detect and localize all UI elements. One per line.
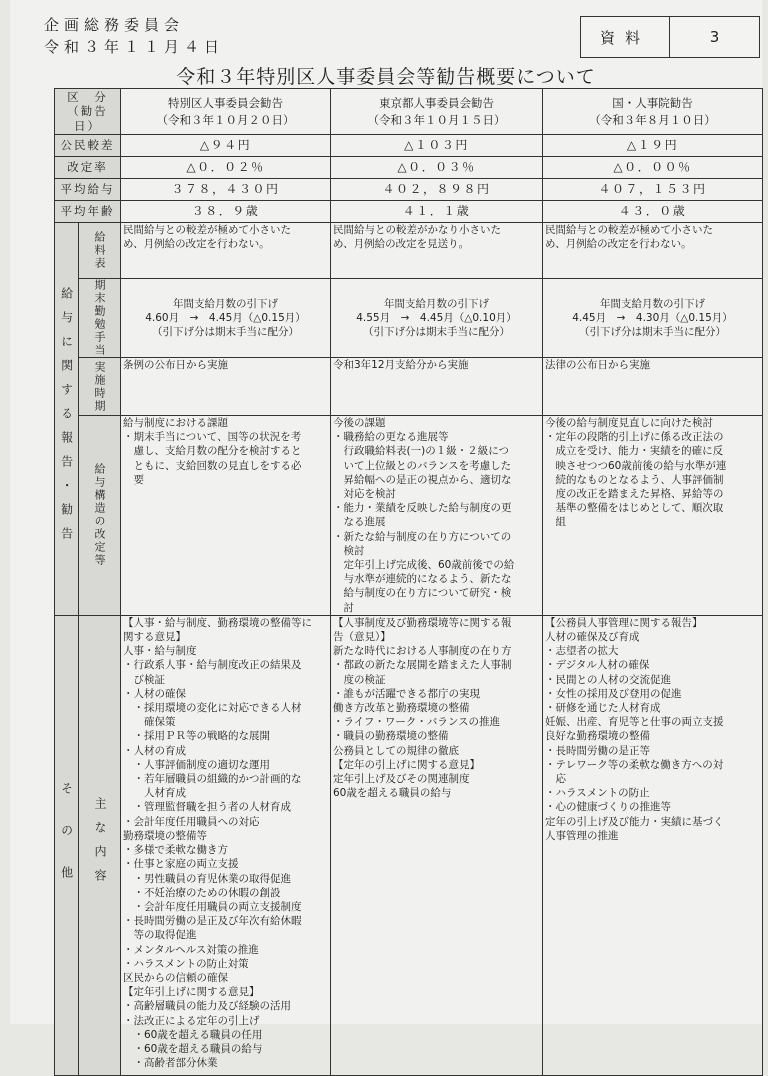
text-line: ・ハラスメントの防止 (545, 787, 650, 800)
column-name: 国・人事院勧告 (612, 95, 693, 110)
text-line: 度の改正を踏まえた昇格、昇給等の (545, 488, 724, 501)
section-label: 区 分 (67, 90, 108, 105)
document-label: 資料 (581, 17, 670, 57)
cell-text (333, 616, 540, 801)
text-line: 映させつつ60歳前後の給与水準が連 (545, 459, 727, 472)
text-line: ・高齢層職員の能力及び経験の活用 (123, 1000, 291, 1013)
section-label-other (55, 615, 79, 1075)
table-header-row (55, 89, 763, 135)
text-line: 与水準が連続的になるよう、新たな (333, 573, 512, 586)
table-cell: ４０７，１５３円 (543, 179, 763, 201)
table-cell: ４０２，８９８円 (331, 179, 543, 201)
text-line: 勤務環境の整備等 (123, 829, 207, 842)
text-line: 検討 (333, 544, 365, 557)
text-line: （引下げ分は期末手当に配分） (363, 326, 510, 339)
table-cell (331, 223, 543, 279)
column-date: （令和３年１０月２０日） (156, 112, 295, 127)
text-line: ・期末手当について、国等の状況を考 (123, 431, 302, 444)
section-label-pay (55, 223, 79, 616)
document-number: 3 (709, 28, 720, 46)
table-row (55, 615, 763, 1075)
column-header (543, 89, 763, 135)
cell-text (123, 416, 328, 487)
text-line: び検証 (123, 673, 165, 686)
text-line: 良好な勤務環境の整備 (545, 730, 650, 743)
text-line: ・会計年度任用職員の両立支援制度 (123, 900, 302, 913)
row-label-text: 給与構造の改定等 (93, 463, 106, 568)
table-row (55, 201, 763, 223)
table-cell (543, 223, 763, 279)
table-cell: △１９円 (543, 135, 763, 157)
text-line: 条例の公布日から実施 (123, 359, 228, 371)
table-cell (121, 358, 331, 416)
text-line: ・行政系人事・給与制度改正の結果及 (123, 659, 302, 672)
table-cell (331, 615, 543, 1075)
table-row (55, 279, 763, 358)
table-row (55, 157, 763, 179)
table-row (55, 179, 763, 201)
text-line: ・心の健康づくりの推進等 (545, 801, 671, 814)
text-line: 民間給与との較差が極めて小さいた (123, 224, 291, 236)
cell-text (545, 297, 760, 340)
row-label: 改定率 (55, 157, 121, 179)
text-line: ・人事評価制度の適切な運用 (123, 758, 270, 771)
text-line: ・長時間労働の是正及び年次有給休暇 (123, 915, 302, 928)
table-cell (121, 416, 331, 616)
text-line: ・能力・業績を反映した給与制度の更 (333, 502, 512, 515)
row-label-text: 給料表 (93, 231, 106, 270)
cell-text (545, 358, 760, 372)
table-cell (331, 358, 543, 416)
table-cell (331, 416, 543, 616)
text-line: ・誰もが活躍できる都庁の実現 (333, 687, 480, 700)
text-line: 60歳を超える職員の給与 (333, 787, 452, 800)
text-line: 人材育成 (123, 787, 186, 800)
text-line: 公務員としての規律の徹底 (333, 744, 459, 757)
text-line: 給与制度の在り方について研究・検 (333, 587, 512, 600)
text-line: ・若年層職員の組織的かつ計画的な (123, 773, 302, 786)
text-line: 行政職給料表(一)の１級・２級につ (333, 445, 509, 458)
text-line: 【公務員人事管理に関する報告】 (545, 616, 703, 629)
text-line: 等の取得促進 (123, 929, 197, 942)
header-meta (44, 14, 224, 58)
text-line: 昇給幅への是正の視点から、適切な (333, 473, 512, 486)
text-line: ・メンタルヘルス対策の推進 (123, 943, 259, 956)
cell-text (333, 416, 540, 615)
column-header (121, 89, 331, 135)
text-line: いて上位級とのバランスを考慮した (333, 459, 512, 472)
text-line: ・仕事と家庭の両立支援 (123, 858, 239, 871)
text-line: 年間支給月数の引下げ (384, 297, 489, 310)
row-label (79, 358, 121, 416)
table-cell (543, 615, 763, 1075)
text-line: 続的なものとなるよう、人事評価制 (545, 473, 724, 486)
text-line: ・デジタル人材の確保 (545, 659, 650, 672)
text-line: 人材の確保及び育成 (545, 631, 640, 644)
text-line: 討 (333, 601, 354, 614)
text-line: 今後の課題 (333, 417, 386, 429)
table-cell: △１０３円 (331, 135, 543, 157)
cell-text (123, 223, 328, 251)
text-line: ・ハラスメントの防止対策 (123, 957, 249, 970)
table-cell: ３７８，４３０円 (121, 179, 331, 201)
text-line: ・男性職員の育児休業の取得促進 (123, 872, 291, 885)
text-line: 区民からの信頼の確保 (123, 971, 228, 984)
table-row (55, 223, 763, 279)
text-line: （引下げ分は期末手当に配分） (579, 326, 726, 339)
text-line: ・高齢者部分休業 (123, 1057, 218, 1070)
table-cell (543, 416, 763, 616)
table-cell: △０．０３％ (331, 157, 543, 179)
text-line: 告（意見）】 (333, 631, 391, 644)
text-line: 【定年引上げに関する意見】 (123, 986, 260, 999)
text-line: 【定年の引上げに関する意見】 (333, 758, 480, 771)
text-line: ・職務給の更なる進展等 (333, 431, 449, 444)
table-row (55, 416, 763, 616)
text-line: ・60歳を超える職員の給与 (123, 1042, 263, 1055)
table-cell: △０．０２％ (121, 157, 331, 179)
text-line: 応 (545, 773, 566, 786)
cell-text (545, 616, 760, 843)
text-line: 人事・給与制度 (123, 645, 197, 658)
table-cell (331, 279, 543, 358)
text-line: ・女性の採用及び登用の促進 (545, 687, 682, 700)
text-line: 令和3年12月支給分から実施 (333, 359, 469, 371)
table-cell: ４１．１歳 (331, 201, 543, 223)
text-line: ・テレワーク等の柔軟な働き方への対 (545, 758, 724, 771)
cell-text (123, 358, 328, 372)
text-line: 給与制度における課題 (123, 417, 228, 429)
recommendation-summary-table (54, 88, 763, 1076)
text-line: ・研修を通じた人材育成 (545, 702, 661, 715)
row-label (79, 615, 121, 1075)
table-cell (121, 223, 331, 279)
date-label: （勧告日） (67, 104, 108, 133)
text-line: （引下げ分は期末手当に配分） (152, 326, 299, 339)
table-cell (543, 279, 763, 358)
table-row (55, 358, 763, 416)
table-cell (121, 615, 331, 1075)
text-line: 法律の公布日から実施 (545, 359, 650, 371)
text-line: なる進展 (333, 516, 386, 529)
row-label: 平均年齢 (55, 201, 121, 223)
column-name: 東京都人事委員会勧告 (379, 95, 494, 110)
text-line: ・職員の勤務環境の整備 (333, 730, 449, 743)
column-date: （令和３年８月１０日） (589, 112, 716, 127)
text-line: ・採用環境の変化に対応できる人材 (123, 702, 302, 715)
text-line: ともに、支給回数の見直しをする必 (123, 459, 302, 472)
table-cell: △９４円 (121, 135, 331, 157)
table-cell: ４３．０歳 (543, 201, 763, 223)
text-line: 度の検証 (333, 673, 386, 686)
text-line: ・採用ＰＲ等の戦略的な展開 (123, 730, 270, 743)
text-line: 【人事制度及び勤務環境等に関する報 (333, 616, 512, 629)
text-line: 民間給与との較差がかなり小さいた (333, 224, 501, 236)
table-cell: △０．００％ (543, 157, 763, 179)
text-line: 定年の引上げ及び能力・実績に基づく (545, 815, 724, 828)
text-line: ・管理監督職を担う者の人材育成 (123, 801, 291, 814)
text-line: め、月例給の改定を見送り。 (333, 238, 470, 251)
text-line: ・60歳を超える職員の任用 (123, 1028, 263, 1041)
cell-text (545, 223, 760, 251)
document-title: 令和３年特別区人事委員会等勧告概要について (176, 66, 596, 88)
text-line: 4.55月 → 4.45月（△0.10月） (356, 311, 517, 324)
text-line: 関する意見】 (123, 631, 186, 644)
table-cell (121, 279, 331, 358)
cell-text (123, 616, 328, 1071)
text-line: ・ライフ・ワーク・バランスの推進 (333, 716, 501, 729)
text-line: ・不妊治療のための休暇の創設 (123, 886, 281, 899)
row-label: 平均給与 (55, 179, 121, 201)
text-line: ・人材の育成 (123, 744, 186, 757)
section-label-text: 給与に関する報告・勧告 (59, 286, 74, 551)
table-cell (543, 358, 763, 416)
document-date: 令和３年１１月４日 (44, 38, 225, 56)
text-line: 年間支給月数の引下げ (173, 297, 278, 310)
section-label-text: その他 (59, 782, 74, 909)
text-line: 民間給与との較差が極めて小さいた (545, 224, 713, 236)
committee-name: 企画総務委員会 (44, 16, 185, 34)
text-line: 定年引上げ及びその関連制度 (333, 773, 470, 786)
document-number-box (580, 16, 760, 58)
table-cell: ３８．９歳 (121, 201, 331, 223)
text-line: ・新たな給与制度の在り方についての (333, 530, 512, 543)
text-line: 新たな時代における人事制度の在り方 (333, 645, 512, 658)
text-line: 今後の給与制度見直しに向けた検討 (545, 417, 713, 429)
row-label (79, 223, 121, 279)
text-line: 慮し、支給月数の配分を検討すると (123, 445, 302, 458)
text-line: 【人事・給与制度、勤務環境の整備等に (123, 616, 312, 629)
text-line: 年間支給月数の引下げ (600, 297, 705, 310)
cell-text (123, 297, 328, 340)
text-line: 確保策 (123, 716, 176, 729)
text-line: ・多様で柔軟な働き方 (123, 844, 228, 857)
text-line: 組 (545, 516, 566, 529)
column-name: 特別区人事委員会勧告 (168, 95, 283, 110)
row-label (79, 279, 121, 358)
table-row (55, 135, 763, 157)
text-line: 4.60月 → 4.45月（△0.15月） (145, 311, 306, 324)
row-label: 公民較差 (55, 135, 121, 157)
text-line: ・民間との人材の交流促進 (545, 673, 671, 686)
text-line: 働き方改革と勤務環境の整備 (333, 702, 470, 715)
text-line: 人事管理の推進 (545, 829, 619, 842)
column-header-label (55, 89, 121, 135)
cell-text (545, 416, 760, 530)
column-header (331, 89, 543, 135)
text-line: ・人材の確保 (123, 687, 186, 700)
cell-text (333, 297, 540, 340)
text-line: ・都政の新たな展開を踏まえた人事制 (333, 659, 512, 672)
cell-text (333, 358, 540, 372)
text-line: 基準の整備をはじめとして、順次取 (545, 502, 724, 515)
text-line: 成立を受け、能力・実績を的確に反 (545, 445, 724, 458)
text-line: 対応を検討 (333, 488, 396, 501)
row-label (79, 416, 121, 616)
text-line: 要 (123, 473, 144, 486)
text-line: 4.45月 → 4.30月（△0.15月） (572, 311, 733, 324)
text-line: め、月例給の改定を行わない。 (123, 238, 270, 251)
text-line: ・会計年度任用職員への対応 (123, 815, 260, 828)
text-line: ・長時間労働の是正等 (545, 744, 650, 757)
column-date: （令和３年１０月１５日） (367, 112, 506, 127)
row-label-text: 期末勤勉手当 (93, 279, 106, 357)
row-label-text: 主な内容 (93, 797, 107, 894)
text-line: 妊娠、出産、育児等と仕事の両立支援 (545, 716, 724, 729)
document-page (10, 0, 762, 1070)
text-line: ・法改正による定年の引上げ (123, 1014, 260, 1027)
cell-text (333, 223, 540, 251)
text-line: ・志望者の拡大 (545, 645, 619, 658)
text-line: ・定年の段階的引上げに係る改正法の (545, 431, 724, 444)
text-line: め、月例給の改定を行わない。 (545, 238, 692, 251)
row-label-text: 実施時期 (93, 360, 106, 413)
text-line: 定年引上げ完成後、60歳前後での給 (333, 559, 515, 572)
